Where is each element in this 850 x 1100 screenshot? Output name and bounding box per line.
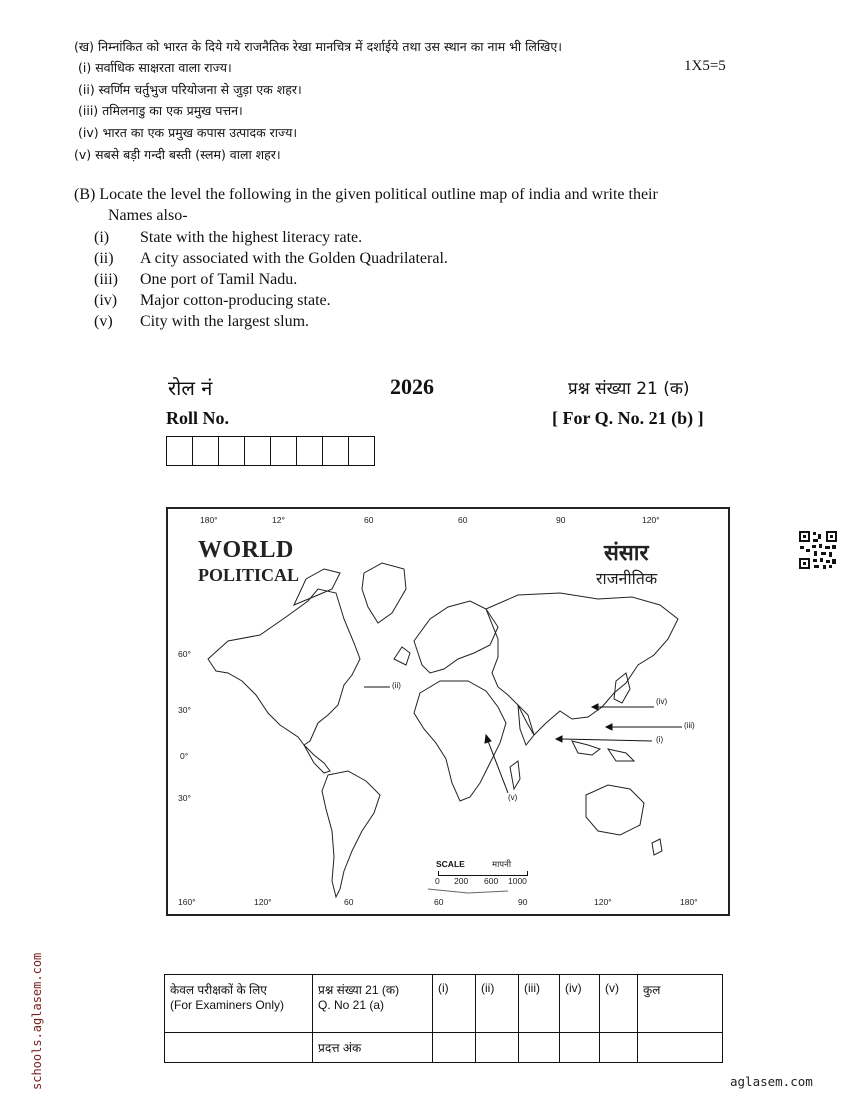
column-header: (iii) — [519, 975, 560, 1033]
part-b-item-iii: One port of Tamil Nadu. — [140, 271, 298, 288]
map-label-i: (i) — [656, 735, 664, 744]
column-header: (v) — [600, 975, 638, 1033]
examiner-marks-table — [164, 974, 723, 1063]
part-b-heading: (B) Locate the level the following in the given political outline map of india and write their — [74, 186, 658, 203]
part-a-item-iv: (iv) भारत का एक प्रमुख कपास उत्पादक राज्य। — [78, 125, 298, 140]
part-b-num-i: (i) — [94, 229, 110, 246]
roll-digit-box[interactable] — [193, 437, 219, 465]
question-number-hindi: प्रश्न संख्या 21 (क) — [568, 379, 690, 399]
map-title-political: POLITICAL — [198, 565, 300, 585]
roll-number-hindi: रोल नं — [168, 376, 213, 400]
marks-cell[interactable] — [600, 1033, 638, 1063]
part-b-item-iv: Major cotton-producing state. — [140, 292, 331, 309]
map-label-iv: (iv) — [656, 697, 668, 706]
map-left-tick: 60° — [178, 649, 191, 659]
vertical-watermark — [8, 900, 44, 1090]
column-header: (ii) — [476, 975, 519, 1033]
marks-cell[interactable] — [519, 1033, 560, 1063]
map-left-tick: 30° — [178, 705, 191, 715]
examiner-label-english: (For Examiners Only) — [170, 998, 285, 1012]
table-row — [165, 1033, 723, 1063]
column-header: (iv) — [560, 975, 600, 1033]
roll-digit-box[interactable] — [167, 437, 193, 465]
map-top-tick: 60 — [458, 515, 468, 525]
map-top-tick: 120° — [642, 515, 660, 525]
roll-digit-box[interactable] — [219, 437, 245, 465]
map-bottom-tick: 90 — [518, 897, 528, 907]
exam-year: 2026 — [390, 374, 434, 399]
roll-digit-box[interactable] — [245, 437, 271, 465]
map-scale-tick: 200 — [454, 876, 469, 886]
marks-cell[interactable] — [476, 1033, 519, 1063]
world-political-map — [166, 507, 730, 916]
column-header: (i) — [433, 975, 476, 1033]
map-title-hindi: संसार — [604, 541, 649, 566]
marks-cell[interactable] — [433, 1033, 476, 1063]
map-label-v: (v) — [508, 793, 518, 802]
part-b-num-v: (v) — [94, 313, 113, 330]
vertical-watermark-text: schools.aglasem.com — [30, 952, 44, 1090]
roll-number-label: Roll No. — [166, 408, 229, 428]
map-left-tick: 30° — [178, 793, 191, 803]
part-a-heading: (ख) निम्नांकित को भारत के दिये गये राजनैतिक रेखा मानचित्र में दर्शाईये तथा उस स्थान का नाम भी लिखिए। — [74, 39, 562, 54]
column-header-total: कुल — [638, 975, 723, 1033]
roll-digit-box[interactable] — [323, 437, 349, 465]
part-b-num-ii: (ii) — [94, 250, 114, 267]
map-scale-tick: 600 — [484, 876, 499, 886]
roll-number-boxes[interactable] — [166, 436, 375, 466]
marks-awarded-label: प्रदत्त अंक — [313, 1033, 433, 1063]
part-a-item-ii: (ii) स्वर्णिम चर्तुभुज परियोजना से जुड़ा एक शहर। — [78, 82, 302, 97]
map-title-world: WORLD — [198, 537, 294, 563]
map-top-tick: 90 — [556, 515, 566, 525]
part-b-item-i: State with the highest literacy rate. — [140, 229, 363, 246]
roll-digit-box[interactable] — [349, 437, 374, 465]
map-bottom-tick: 180° — [680, 897, 698, 907]
part-b-item-v: City with the largest slum. — [140, 313, 310, 330]
part-a-item-i: (i) सर्वाधिक साक्षरता वाला राज्य। — [78, 60, 232, 75]
part-b-item-ii: A city associated with the Golden Quadrilateral. — [140, 250, 448, 267]
map-bottom-tick: 60 — [434, 897, 444, 907]
map-bottom-tick: 120° — [254, 897, 272, 907]
roll-digit-box[interactable] — [271, 437, 297, 465]
map-bottom-tick: 60 — [344, 897, 354, 907]
examiner-label-hindi: केवल परीक्षकों के लिए — [170, 983, 267, 997]
for-question-label: [ For Q. No. 21 (b) ] — [552, 408, 704, 428]
map-left-tick: 0° — [180, 751, 189, 761]
map-top-tick: 180° — [200, 515, 218, 525]
part-b-num-iv: (iv) — [94, 292, 118, 309]
map-scale-tick: 1000 — [508, 876, 527, 886]
marks-cell-total[interactable] — [638, 1033, 723, 1063]
qr-code-icon — [798, 530, 838, 570]
roll-digit-box[interactable] — [297, 437, 323, 465]
map-bottom-tick: 160° — [178, 897, 196, 907]
map-top-tick: 12° — [272, 515, 285, 525]
question-label-hindi: प्रश्न संख्या 21 (क) — [318, 983, 400, 997]
map-subtitle-hindi: राजनीतिक — [596, 569, 658, 588]
map-bottom-tick: 120° — [594, 897, 612, 907]
map-label-iii: (iii) — [684, 721, 695, 730]
marks-label: 1X5=5 — [684, 58, 726, 74]
map-scale-title: SCALE — [436, 859, 465, 869]
question-label-english: Q. No 21 (a) — [318, 998, 385, 1012]
question-cell — [313, 975, 433, 1033]
bottom-watermark: aglasem.com — [730, 1074, 813, 1089]
part-a-item-iii: (iii) तमिलनाडु का एक प्रमुख पत्तन। — [78, 103, 243, 118]
marks-cell[interactable] — [560, 1033, 600, 1063]
examiner-cell-blank — [165, 1033, 313, 1063]
map-scale-tick: 0 — [435, 876, 440, 886]
map-top-tick: 60 — [364, 515, 374, 525]
part-b-heading-cont: Names also- — [108, 207, 188, 224]
examiner-cell — [165, 975, 313, 1033]
part-b-num-iii: (iii) — [94, 271, 118, 288]
map-label-ii: (ii) — [392, 681, 401, 690]
map-scale-hindi: मापनी — [492, 859, 512, 869]
part-a-item-v: (v) सबसे बड़ी गन्दी बस्ती (स्लम) वाला शहर। — [74, 147, 281, 162]
table-row — [165, 975, 723, 1033]
